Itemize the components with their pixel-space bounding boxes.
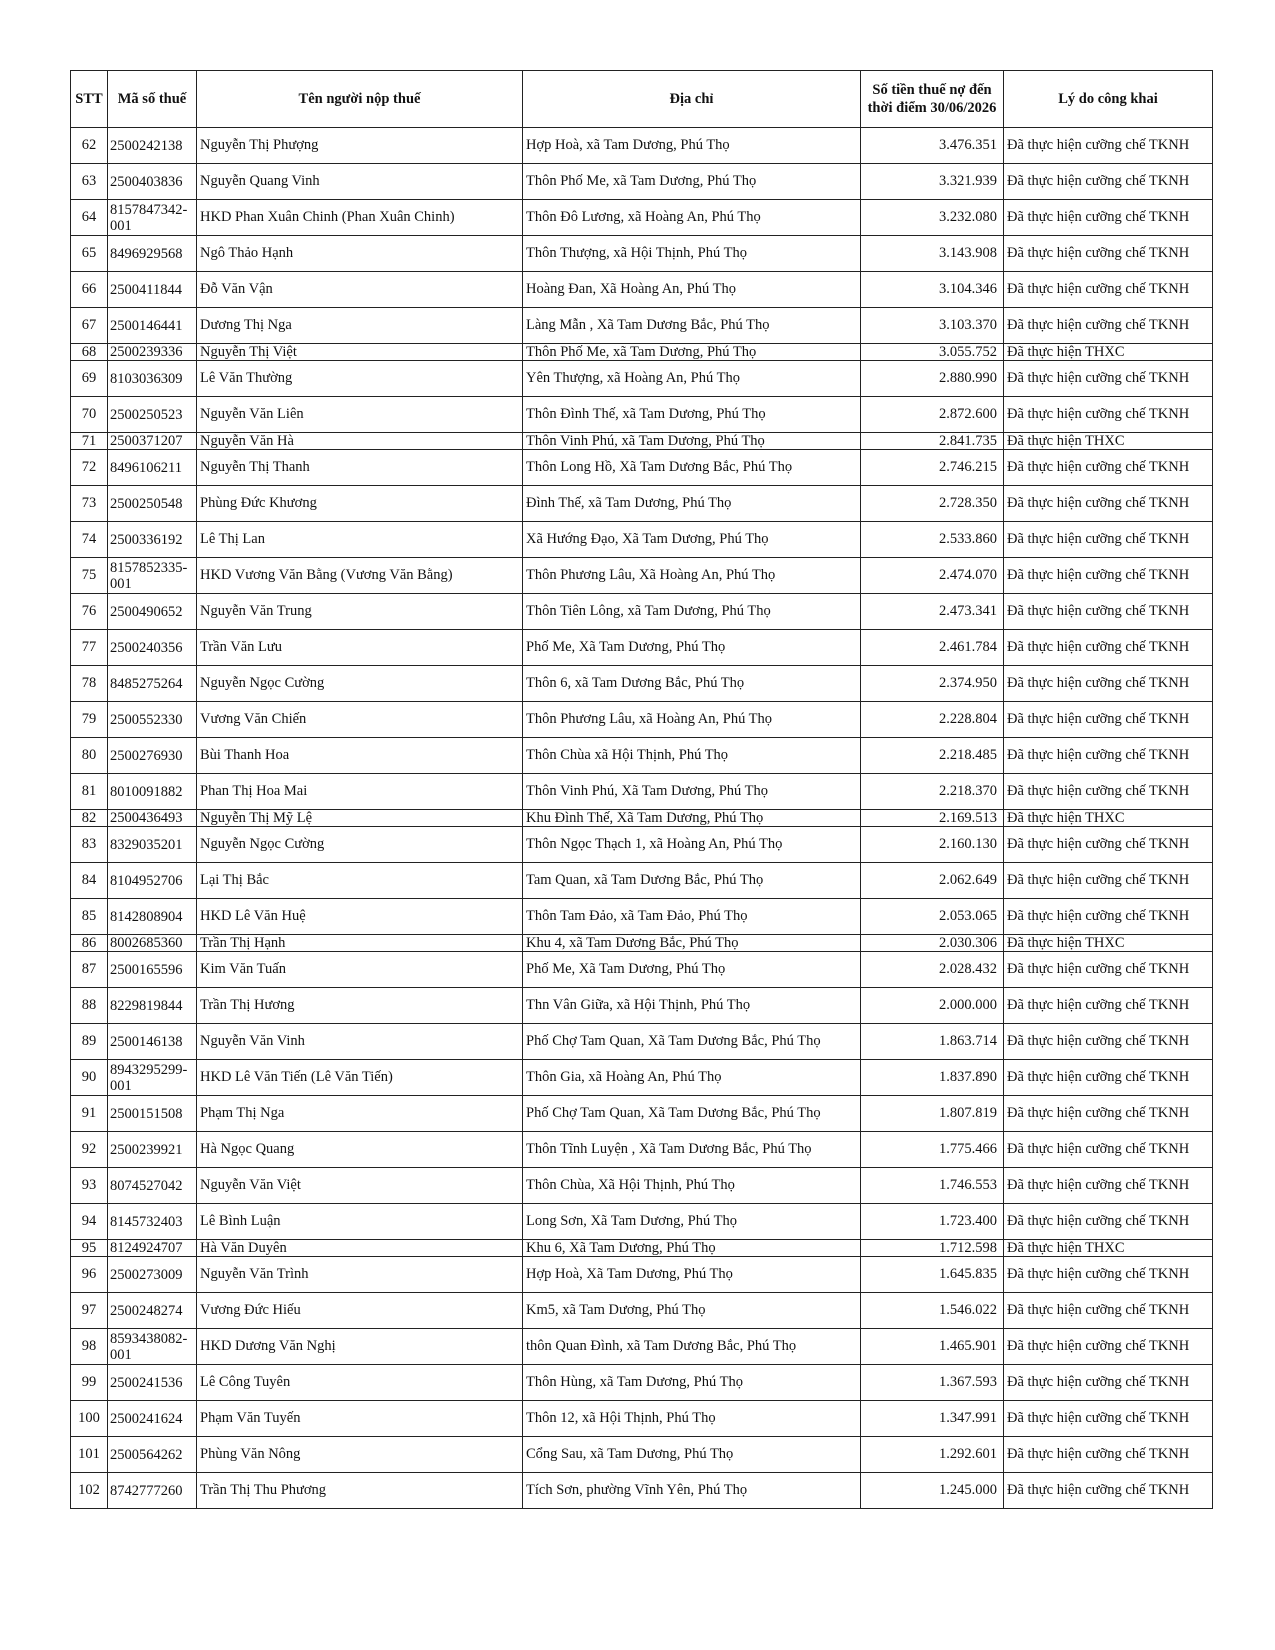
debt-amount-cell: 2.728.350 (861, 486, 1004, 522)
debt-amount-cell: 3.232.080 (861, 200, 1004, 236)
disclosure-reason-cell: Đã thực hiện cưỡng chế TKNH (1004, 450, 1213, 486)
tax-code-cell: 2500436493 (108, 810, 197, 827)
row-number-cell: 92 (71, 1132, 108, 1168)
tax-code-cell: 2500403836 (108, 164, 197, 200)
debt-amount-cell: 2.218.485 (861, 738, 1004, 774)
table-row (71, 863, 1213, 899)
address-cell: Phố Chợ Tam Quan, Xã Tam Dương Bắc, Phú Thọ (523, 1024, 861, 1060)
taxpayer-name-cell: Lại Thị Bắc (197, 863, 523, 899)
table-row (71, 200, 1213, 236)
disclosure-reason-cell: Đã thực hiện cưỡng chế TKNH (1004, 1132, 1213, 1168)
header-taxpayer-name: Tên người nộp thuế (197, 71, 523, 128)
debt-amount-cell: 2.169.513 (861, 810, 1004, 827)
address-cell: Hợp Hoà, Xã Tam Dương, Phú Thọ (523, 1257, 861, 1293)
address-cell: Cổng Sau, xã Tam Dương, Phú Thọ (523, 1437, 861, 1473)
tax-code-cell: 2500239921 (108, 1132, 197, 1168)
debt-amount-cell: 1.292.601 (861, 1437, 1004, 1473)
debt-amount-cell: 2.461.784 (861, 630, 1004, 666)
taxpayer-name-cell: Phạm Thị Nga (197, 1096, 523, 1132)
disclosure-reason-cell: Đã thực hiện cưỡng chế TKNH (1004, 827, 1213, 863)
row-number-cell: 101 (71, 1437, 108, 1473)
row-number-cell: 67 (71, 308, 108, 344)
tax-code-cell: 2500151508 (108, 1096, 197, 1132)
disclosure-reason-cell: Đã thực hiện cưỡng chế TKNH (1004, 1329, 1213, 1365)
table-row (71, 1365, 1213, 1401)
row-number-cell: 93 (71, 1168, 108, 1204)
debt-amount-cell: 2.218.370 (861, 774, 1004, 810)
table-row (71, 1024, 1213, 1060)
address-cell: Long Sơn, Xã Tam Dương, Phú Thọ (523, 1204, 861, 1240)
disclosure-reason-cell: Đã thực hiện THXC (1004, 1240, 1213, 1257)
tax-code-cell: 2500239336 (108, 344, 197, 361)
debt-amount-cell: 1.863.714 (861, 1024, 1004, 1060)
taxpayer-name-cell: Lê Bình Luận (197, 1204, 523, 1240)
disclosure-reason-cell: Đã thực hiện cưỡng chế TKNH (1004, 952, 1213, 988)
debt-amount-cell: 2.473.341 (861, 594, 1004, 630)
tax-code-cell: 8943295299-001 (108, 1060, 197, 1096)
tax-debt-table (70, 70, 1213, 1509)
address-cell: Thôn Chùa, Xã Hội Thịnh, Phú Thọ (523, 1168, 861, 1204)
debt-amount-cell: 2.053.065 (861, 899, 1004, 935)
debt-amount-cell: 2.374.950 (861, 666, 1004, 702)
header-address: Địa chỉ (523, 71, 861, 128)
tax-code-cell: 8074527042 (108, 1168, 197, 1204)
taxpayer-name-cell: Nguyễn Thị Thanh (197, 450, 523, 486)
table-row (71, 666, 1213, 702)
taxpayer-name-cell: HKD Lê Văn Tiến (Lê Văn Tiến) (197, 1060, 523, 1096)
row-number-cell: 72 (71, 450, 108, 486)
header-tax-code: Mã số thuế (108, 71, 197, 128)
table-row (71, 702, 1213, 738)
tax-code-cell: 8002685360 (108, 935, 197, 952)
row-number-cell: 95 (71, 1240, 108, 1257)
address-cell: Thôn Phố Me, xã Tam Dương, Phú Thọ (523, 344, 861, 361)
row-number-cell: 100 (71, 1401, 108, 1437)
address-cell: Thôn Thượng, xã Hội Thịnh, Phú Thọ (523, 236, 861, 272)
table-row (71, 361, 1213, 397)
debt-amount-cell: 1.837.890 (861, 1060, 1004, 1096)
tax-code-cell: 2500564262 (108, 1437, 197, 1473)
table-row (71, 433, 1213, 450)
table-row (71, 1473, 1213, 1509)
row-number-cell: 75 (71, 558, 108, 594)
disclosure-reason-cell: Đã thực hiện THXC (1004, 935, 1213, 952)
taxpayer-name-cell: Vương Đức Hiếu (197, 1293, 523, 1329)
taxpayer-name-cell: Nguyễn Văn Trung (197, 594, 523, 630)
tax-code-cell: 2500276930 (108, 738, 197, 774)
disclosure-reason-cell: Đã thực hiện cưỡng chế TKNH (1004, 1168, 1213, 1204)
row-number-cell: 79 (71, 702, 108, 738)
taxpayer-name-cell: Hà Ngọc Quang (197, 1132, 523, 1168)
address-cell: Phố Me, Xã Tam Dương, Phú Thọ (523, 952, 861, 988)
address-cell: Thôn Tiên Lông, xã Tam Dương, Phú Thọ (523, 594, 861, 630)
row-number-cell: 71 (71, 433, 108, 450)
disclosure-reason-cell: Đã thực hiện cưỡng chế TKNH (1004, 1473, 1213, 1509)
debt-amount-cell: 2.474.070 (861, 558, 1004, 594)
taxpayer-name-cell: Trần Thị Hương (197, 988, 523, 1024)
row-number-cell: 86 (71, 935, 108, 952)
address-cell: Thôn Đình Thế, xã Tam Dương, Phú Thọ (523, 397, 861, 433)
row-number-cell: 68 (71, 344, 108, 361)
debt-amount-cell: 1.712.598 (861, 1240, 1004, 1257)
table-row (71, 1257, 1213, 1293)
row-number-cell: 98 (71, 1329, 108, 1365)
tax-code-cell: 8124924707 (108, 1240, 197, 1257)
debt-amount-cell: 2.160.130 (861, 827, 1004, 863)
address-cell: Thôn Vinh Phú, xã Tam Dương, Phú Thọ (523, 433, 861, 450)
table-row (71, 397, 1213, 433)
disclosure-reason-cell: Đã thực hiện cưỡng chế TKNH (1004, 200, 1213, 236)
tax-code-cell: 8742777260 (108, 1473, 197, 1509)
taxpayer-name-cell: Nguyễn Ngọc Cường (197, 827, 523, 863)
debt-amount-cell: 3.055.752 (861, 344, 1004, 361)
disclosure-reason-cell: Đã thực hiện cưỡng chế TKNH (1004, 1437, 1213, 1473)
address-cell: Phố Me, Xã Tam Dương, Phú Thọ (523, 630, 861, 666)
taxpayer-name-cell: Nguyễn Thị Phượng (197, 128, 523, 164)
tax-code-cell: 2500250523 (108, 397, 197, 433)
tax-code-cell: 2500241536 (108, 1365, 197, 1401)
disclosure-reason-cell: Đã thực hiện cưỡng chế TKNH (1004, 397, 1213, 433)
table-row (71, 1401, 1213, 1437)
address-cell: Xã Hướng Đạo, Xã Tam Dương, Phú Thọ (523, 522, 861, 558)
taxpayer-name-cell: Nguyễn Văn Hà (197, 433, 523, 450)
address-cell: Thôn Tam Đảo, xã Tam Đảo, Phú Thọ (523, 899, 861, 935)
address-cell: Khu 6, Xã Tam Dương, Phú Thọ (523, 1240, 861, 1257)
table-row (71, 738, 1213, 774)
debt-amount-cell: 2.746.215 (861, 450, 1004, 486)
address-cell: Hợp Hoà, xã Tam Dương, Phú Thọ (523, 128, 861, 164)
tax-code-cell: 2500552330 (108, 702, 197, 738)
row-number-cell: 89 (71, 1024, 108, 1060)
disclosure-reason-cell: Đã thực hiện cưỡng chế TKNH (1004, 630, 1213, 666)
header-stt: STT (71, 71, 108, 128)
address-cell: Thôn Long Hồ, Xã Tam Dương Bắc, Phú Thọ (523, 450, 861, 486)
taxpayer-name-cell: Nguyễn Văn Việt (197, 1168, 523, 1204)
address-cell: Km5, xã Tam Dương, Phú Thọ (523, 1293, 861, 1329)
table-row (71, 935, 1213, 952)
row-number-cell: 62 (71, 128, 108, 164)
debt-amount-cell: 3.103.370 (861, 308, 1004, 344)
taxpayer-name-cell: Lê Thị Lan (197, 522, 523, 558)
row-number-cell: 70 (71, 397, 108, 433)
taxpayer-name-cell: Nguyễn Văn Liên (197, 397, 523, 433)
tax-code-cell: 8329035201 (108, 827, 197, 863)
row-number-cell: 83 (71, 827, 108, 863)
table-header-row (71, 71, 1213, 128)
taxpayer-name-cell: Kim Văn Tuấn (197, 952, 523, 988)
disclosure-reason-cell: Đã thực hiện cưỡng chế TKNH (1004, 236, 1213, 272)
address-cell: Làng Mẫn , Xã Tam Dương Bắc, Phú Thọ (523, 308, 861, 344)
disclosure-reason-cell: Đã thực hiện cưỡng chế TKNH (1004, 702, 1213, 738)
table-row (71, 1329, 1213, 1365)
table-row (71, 308, 1213, 344)
address-cell: Thôn Vinh Phú, Xã Tam Dương, Phú Thọ (523, 774, 861, 810)
address-cell: Đình Thế, xã Tam Dương, Phú Thọ (523, 486, 861, 522)
taxpayer-name-cell: Ngô Thảo Hạnh (197, 236, 523, 272)
address-cell: Phố Chợ Tam Quan, Xã Tam Dương Bắc, Phú Thọ (523, 1096, 861, 1132)
debt-amount-cell: 2.000.000 (861, 988, 1004, 1024)
disclosure-reason-cell: Đã thực hiện cưỡng chế TKNH (1004, 1293, 1213, 1329)
table-row (71, 272, 1213, 308)
taxpayer-name-cell: Nguyễn Thị Mỹ Lệ (197, 810, 523, 827)
taxpayer-name-cell: Lê Công Tuyên (197, 1365, 523, 1401)
table-body (71, 128, 1213, 1509)
taxpayer-name-cell: Phùng Văn Nông (197, 1437, 523, 1473)
tax-code-cell: 2500336192 (108, 522, 197, 558)
taxpayer-name-cell: HKD Lê Văn Huệ (197, 899, 523, 935)
taxpayer-name-cell: Hà Văn Duyên (197, 1240, 523, 1257)
tax-code-cell: 2500411844 (108, 272, 197, 308)
address-cell: Thôn 6, xã Tam Dương Bắc, Phú Thọ (523, 666, 861, 702)
address-cell: Tích Sơn, phường Vĩnh Yên, Phú Thọ (523, 1473, 861, 1509)
address-cell: Thôn Phố Me, xã Tam Dương, Phú Thọ (523, 164, 861, 200)
row-number-cell: 78 (71, 666, 108, 702)
disclosure-reason-cell: Đã thực hiện cưỡng chế TKNH (1004, 1060, 1213, 1096)
disclosure-reason-cell: Đã thực hiện cưỡng chế TKNH (1004, 1024, 1213, 1060)
tax-code-cell: 8157852335-001 (108, 558, 197, 594)
row-number-cell: 81 (71, 774, 108, 810)
tax-code-cell: 8485275264 (108, 666, 197, 702)
table-row (71, 128, 1213, 164)
table-row (71, 827, 1213, 863)
table-row (71, 486, 1213, 522)
disclosure-reason-cell: Đã thực hiện cưỡng chế TKNH (1004, 774, 1213, 810)
row-number-cell: 74 (71, 522, 108, 558)
row-number-cell: 64 (71, 200, 108, 236)
disclosure-reason-cell: Đã thực hiện cưỡng chế TKNH (1004, 594, 1213, 630)
taxpayer-name-cell: Trần Văn Lưu (197, 630, 523, 666)
table-row (71, 450, 1213, 486)
row-number-cell: 90 (71, 1060, 108, 1096)
debt-amount-cell: 1.465.901 (861, 1329, 1004, 1365)
disclosure-reason-cell: Đã thực hiện cưỡng chế TKNH (1004, 863, 1213, 899)
address-cell: Thôn 12, xã Hội Thịnh, Phú Thọ (523, 1401, 861, 1437)
disclosure-reason-cell: Đã thực hiện cưỡng chế TKNH (1004, 899, 1213, 935)
table-row (71, 164, 1213, 200)
table-row (71, 1060, 1213, 1096)
debt-amount-cell: 2.880.990 (861, 361, 1004, 397)
tax-code-cell: 8142808904 (108, 899, 197, 935)
header-debt-amount: Số tiền thuế nợ đến thời điểm 30/06/2026 (861, 71, 1004, 128)
tax-code-cell: 2500242138 (108, 128, 197, 164)
address-cell: Hoàng Đan, Xã Hoàng An, Phú Thọ (523, 272, 861, 308)
disclosure-reason-cell: Đã thực hiện cưỡng chế TKNH (1004, 1204, 1213, 1240)
tax-code-cell: 2500240356 (108, 630, 197, 666)
debt-amount-cell: 2.030.306 (861, 935, 1004, 952)
taxpayer-name-cell: Lê Văn Thường (197, 361, 523, 397)
tax-code-cell: 2500490652 (108, 594, 197, 630)
tax-code-cell: 2500273009 (108, 1257, 197, 1293)
debt-amount-cell: 2.028.432 (861, 952, 1004, 988)
table-row (71, 1293, 1213, 1329)
taxpayer-name-cell: Trần Thị Hạnh (197, 935, 523, 952)
row-number-cell: 96 (71, 1257, 108, 1293)
address-cell: thôn Quan Đình, xã Tam Dương Bắc, Phú Thọ (523, 1329, 861, 1365)
taxpayer-name-cell: Đỗ Văn Vận (197, 272, 523, 308)
debt-amount-cell: 1.746.553 (861, 1168, 1004, 1204)
debt-amount-cell: 2.872.600 (861, 397, 1004, 433)
address-cell: Thôn Phương Lâu, xã Hoàng An, Phú Thọ (523, 702, 861, 738)
taxpayer-name-cell: HKD Dương Văn Nghị (197, 1329, 523, 1365)
disclosure-reason-cell: Đã thực hiện cưỡng chế TKNH (1004, 558, 1213, 594)
row-number-cell: 87 (71, 952, 108, 988)
table-row (71, 558, 1213, 594)
disclosure-reason-cell: Đã thực hiện cưỡng chế TKNH (1004, 128, 1213, 164)
tax-code-cell: 2500146138 (108, 1024, 197, 1060)
disclosure-reason-cell: Đã thực hiện cưỡng chế TKNH (1004, 1401, 1213, 1437)
taxpayer-name-cell: Phan Thị Hoa Mai (197, 774, 523, 810)
disclosure-reason-cell: Đã thực hiện cưỡng chế TKNH (1004, 164, 1213, 200)
row-number-cell: 69 (71, 361, 108, 397)
debt-amount-cell: 2.228.804 (861, 702, 1004, 738)
row-number-cell: 77 (71, 630, 108, 666)
address-cell: Khu 4, xã Tam Dương Bắc, Phú Thọ (523, 935, 861, 952)
tax-code-cell: 8496929568 (108, 236, 197, 272)
disclosure-reason-cell: Đã thực hiện cưỡng chế TKNH (1004, 272, 1213, 308)
tax-code-cell: 8157847342-001 (108, 200, 197, 236)
debt-amount-cell: 1.367.593 (861, 1365, 1004, 1401)
table-row (71, 1168, 1213, 1204)
address-cell: Thôn Đô Lương, xã Hoàng An, Phú Thọ (523, 200, 861, 236)
debt-amount-cell: 1.245.000 (861, 1473, 1004, 1509)
disclosure-reason-cell: Đã thực hiện cưỡng chế TKNH (1004, 738, 1213, 774)
taxpayer-name-cell: HKD Vương Văn Bằng (Vương Văn Bằng) (197, 558, 523, 594)
tax-code-cell: 8229819844 (108, 988, 197, 1024)
table-row (71, 236, 1213, 272)
address-cell: Thôn Chùa xã Hội Thịnh, Phú Thọ (523, 738, 861, 774)
table-row (71, 1132, 1213, 1168)
disclosure-reason-cell: Đã thực hiện cưỡng chế TKNH (1004, 361, 1213, 397)
table-row (71, 899, 1213, 935)
debt-amount-cell: 1.807.819 (861, 1096, 1004, 1132)
disclosure-reason-cell: Đã thực hiện cưỡng chế TKNH (1004, 1365, 1213, 1401)
tax-code-cell: 2500146441 (108, 308, 197, 344)
row-number-cell: 66 (71, 272, 108, 308)
table-row (71, 1096, 1213, 1132)
table-row (71, 344, 1213, 361)
row-number-cell: 88 (71, 988, 108, 1024)
taxpayer-name-cell: Vương Văn Chiến (197, 702, 523, 738)
table-row (71, 630, 1213, 666)
taxpayer-name-cell: Nguyễn Ngọc Cường (197, 666, 523, 702)
row-number-cell: 65 (71, 236, 108, 272)
row-number-cell: 99 (71, 1365, 108, 1401)
debt-amount-cell: 2.533.860 (861, 522, 1004, 558)
debt-amount-cell: 3.476.351 (861, 128, 1004, 164)
tax-code-cell: 8104952706 (108, 863, 197, 899)
tax-code-cell: 2500165596 (108, 952, 197, 988)
disclosure-reason-cell: Đã thực hiện cưỡng chế TKNH (1004, 308, 1213, 344)
taxpayer-name-cell: Trần Thị Thu Phương (197, 1473, 523, 1509)
table-row (71, 988, 1213, 1024)
row-number-cell: 63 (71, 164, 108, 200)
table-row (71, 594, 1213, 630)
row-number-cell: 76 (71, 594, 108, 630)
table-row (71, 774, 1213, 810)
tax-code-cell: 8103036309 (108, 361, 197, 397)
disclosure-reason-cell: Đã thực hiện THXC (1004, 433, 1213, 450)
taxpayer-name-cell: HKD Phan Xuân Chinh (Phan Xuân Chinh) (197, 200, 523, 236)
taxpayer-name-cell: Bùi Thanh Hoa (197, 738, 523, 774)
header-reason: Lý do công khai (1004, 71, 1213, 128)
debt-amount-cell: 1.347.991 (861, 1401, 1004, 1437)
debt-amount-cell: 2.062.649 (861, 863, 1004, 899)
disclosure-reason-cell: Đã thực hiện cưỡng chế TKNH (1004, 1257, 1213, 1293)
table-row (71, 1204, 1213, 1240)
taxpayer-name-cell: Phạm Văn Tuyến (197, 1401, 523, 1437)
disclosure-reason-cell: Đã thực hiện THXC (1004, 344, 1213, 361)
taxpayer-name-cell: Dương Thị Nga (197, 308, 523, 344)
row-number-cell: 84 (71, 863, 108, 899)
taxpayer-name-cell: Nguyễn Văn Vinh (197, 1024, 523, 1060)
row-number-cell: 94 (71, 1204, 108, 1240)
tax-code-cell: 2500248274 (108, 1293, 197, 1329)
tax-code-cell: 8593438082-001 (108, 1329, 197, 1365)
row-number-cell: 102 (71, 1473, 108, 1509)
disclosure-reason-cell: Đã thực hiện cưỡng chế TKNH (1004, 666, 1213, 702)
address-cell: Yên Thượng, xã Hoàng An, Phú Thọ (523, 361, 861, 397)
disclosure-reason-cell: Đã thực hiện cưỡng chế TKNH (1004, 486, 1213, 522)
address-cell: Thôn Phương Lâu, Xã Hoàng An, Phú Thọ (523, 558, 861, 594)
tax-code-cell: 8010091882 (108, 774, 197, 810)
table-row (71, 952, 1213, 988)
disclosure-reason-cell: Đã thực hiện cưỡng chế TKNH (1004, 522, 1213, 558)
tax-code-cell: 2500371207 (108, 433, 197, 450)
debt-amount-cell: 3.143.908 (861, 236, 1004, 272)
address-cell: Tam Quan, xã Tam Dương Bắc, Phú Thọ (523, 863, 861, 899)
disclosure-reason-cell: Đã thực hiện cưỡng chế TKNH (1004, 1096, 1213, 1132)
table-row (71, 810, 1213, 827)
taxpayer-name-cell: Nguyễn Quang Vinh (197, 164, 523, 200)
address-cell: Khu Đình Thế, Xã Tam Dương, Phú Thọ (523, 810, 861, 827)
debt-amount-cell: 1.645.835 (861, 1257, 1004, 1293)
disclosure-reason-cell: Đã thực hiện cưỡng chế TKNH (1004, 988, 1213, 1024)
row-number-cell: 97 (71, 1293, 108, 1329)
table-row (71, 1437, 1213, 1473)
debt-amount-cell: 1.546.022 (861, 1293, 1004, 1329)
tax-code-cell: 2500250548 (108, 486, 197, 522)
address-cell: Thôn Tĩnh Luyện , Xã Tam Dương Bắc, Phú Thọ (523, 1132, 861, 1168)
row-number-cell: 82 (71, 810, 108, 827)
row-number-cell: 73 (71, 486, 108, 522)
disclosure-reason-cell: Đã thực hiện THXC (1004, 810, 1213, 827)
address-cell: Thôn Hùng, xã Tam Dương, Phú Thọ (523, 1365, 861, 1401)
debt-amount-cell: 3.104.346 (861, 272, 1004, 308)
address-cell: Thn Vân Giữa, xã Hội Thịnh, Phú Thọ (523, 988, 861, 1024)
tax-code-cell: 8145732403 (108, 1204, 197, 1240)
taxpayer-name-cell: Nguyễn Thị Việt (197, 344, 523, 361)
row-number-cell: 85 (71, 899, 108, 935)
row-number-cell: 91 (71, 1096, 108, 1132)
taxpayer-name-cell: Phùng Đức Khương (197, 486, 523, 522)
debt-amount-cell: 2.841.735 (861, 433, 1004, 450)
row-number-cell: 80 (71, 738, 108, 774)
debt-amount-cell: 1.723.400 (861, 1204, 1004, 1240)
debt-amount-cell: 1.775.466 (861, 1132, 1004, 1168)
tax-code-cell: 8496106211 (108, 450, 197, 486)
tax-code-cell: 2500241624 (108, 1401, 197, 1437)
table-row (71, 522, 1213, 558)
taxpayer-name-cell: Nguyễn Văn Trình (197, 1257, 523, 1293)
debt-amount-cell: 3.321.939 (861, 164, 1004, 200)
address-cell: Thôn Gia, xã Hoàng An, Phú Thọ (523, 1060, 861, 1096)
table-row (71, 1240, 1213, 1257)
address-cell: Thôn Ngọc Thạch 1, xã Hoàng An, Phú Thọ (523, 827, 861, 863)
